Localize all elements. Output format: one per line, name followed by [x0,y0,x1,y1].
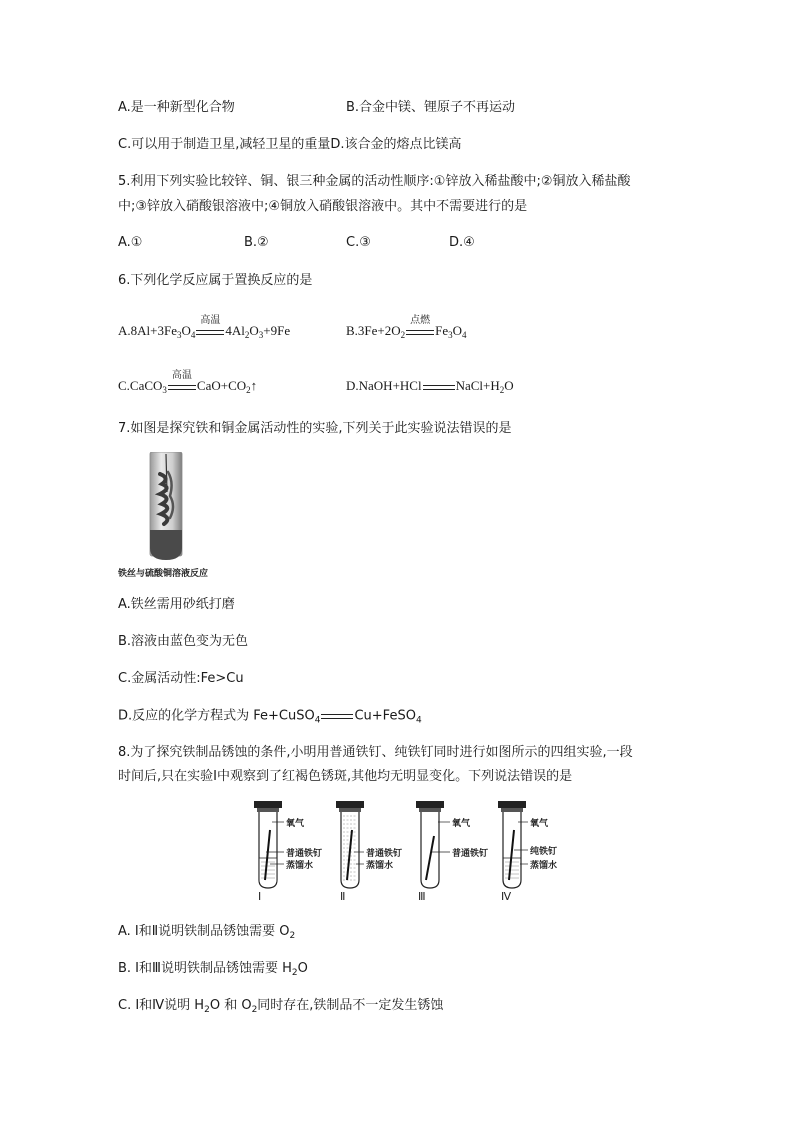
tube-2-numeral: Ⅱ [340,891,346,903]
q8-option-b: B. Ⅰ和Ⅲ说明铁制品锈蚀需要 $H_2O$ [118,961,308,978]
q6-option-d: D.NaOH+HCl $NaCl+H_2O$ [346,378,514,395]
q7-option-b: B.溶液由蓝色变为无色 [118,634,249,649]
reaction-equals-q7 [321,707,353,725]
tube-1-water-label: 蒸馏水 [286,861,314,871]
q6-option-b: $B.3Fe+2O_2$ 点燃 $Fe_3O_4$ [346,315,467,340]
q8-stem-line1: 8.为了探究铁制品锈蚀的条件,小明用普通铁钉、纯铁钉同时进行如图所示的四组实验,一段 [118,745,633,760]
test-tube-photo [146,452,186,564]
q7-option-d: D.反应的化学方程式为 Fe+CuSO$_4$ Cu+FeSO$_4$ [118,708,422,726]
reaction-arrow-ignite: 点燃 [406,323,434,341]
q6-stem: 6.下列化学反应属于置换反应的是 [118,273,313,288]
q5-option-a: A.① [118,235,143,250]
q5-option-d: D.④ [449,235,475,250]
figure-caption: 铁丝与硫酸铜溶液反应 [118,569,209,579]
q4-option-c-d: C.可以用于制造卫星,减轻卫星的重量D.该合金的熔点比镁高 [118,137,462,152]
reaction-arrow-high-temp-c: 高温 [168,378,196,396]
tube-1-oxygen-label: 氧气 [286,819,305,829]
tube-3-oxygen-label: 氧气 [452,819,471,829]
q6-option-a: $A.8Al+3Fe_3O_4$ 高温 $4Al_2O_3+9Fe$ [118,315,291,340]
tube-1-numeral: Ⅰ [258,891,262,903]
reaction-arrow-high-temp-a: 高温 [196,323,224,341]
q8-stem-line2: 时间后,只在实验Ⅰ中观察到了红褐色锈斑,其他均无明显变化。下列说法错误的是 [118,769,573,784]
tube-2-water-label: 蒸馏水 [366,861,394,871]
tube-3-numeral: Ⅲ [418,891,426,903]
q6-option-c: C.CaCO$_3$ 高温 $CaO+CO_2↑$ [118,370,258,395]
tube-2-nail-label: 普通铁钉 [366,849,403,859]
q5-option-c: C.③ [346,235,371,250]
tube-4-water-label: 蒸馏水 [530,861,558,871]
q4-option-a: A.是一种新型化合物 [118,100,235,115]
q5-option-b: B.② [244,235,269,250]
tube-3-nail-label: 普通铁钉 [452,849,489,859]
four-tubes-diagram [244,800,558,904]
q7-option-c: C.金属活动性:Fe>Cu [118,671,244,686]
tube-4-oxygen-label: 氧气 [530,819,549,829]
tube-4-numeral: Ⅳ [501,891,512,903]
tube-4-nail-label: 纯铁钉 [530,847,558,857]
q5-stem-line1: 5.利用下列实验比较锌、铜、银三种金属的活动性顺序:①锌放入稀盐酸中;②铜放入稀盐酸 [118,174,631,189]
q8-option-c: C. Ⅰ和Ⅳ说明 $H_2O$ 和 $O_2$同时存在,铁制品不一定发生锈蚀 [118,998,444,1015]
tube-1-nail-label: 普通铁钉 [286,849,323,859]
q8-option-a: A. Ⅰ和Ⅱ说明铁制品锈蚀需要 $O_2$ [118,924,296,941]
q4-option-b: B.合金中镁、锂原子不再运动 [346,100,516,115]
label-leader-lines [244,800,554,890]
reaction-equals [423,378,455,396]
q7-option-a: A.铁丝需用砂纸打磨 [118,597,235,612]
q7-stem: 7.如图是探究铁和铜金属活动性的实验,下列关于此实验说法错误的是 [118,421,512,436]
q5-stem-line2: 中;③锌放入硝酸银溶液中;④铜放入硝酸银溶液中。其中不需要进行的是 [118,199,528,214]
